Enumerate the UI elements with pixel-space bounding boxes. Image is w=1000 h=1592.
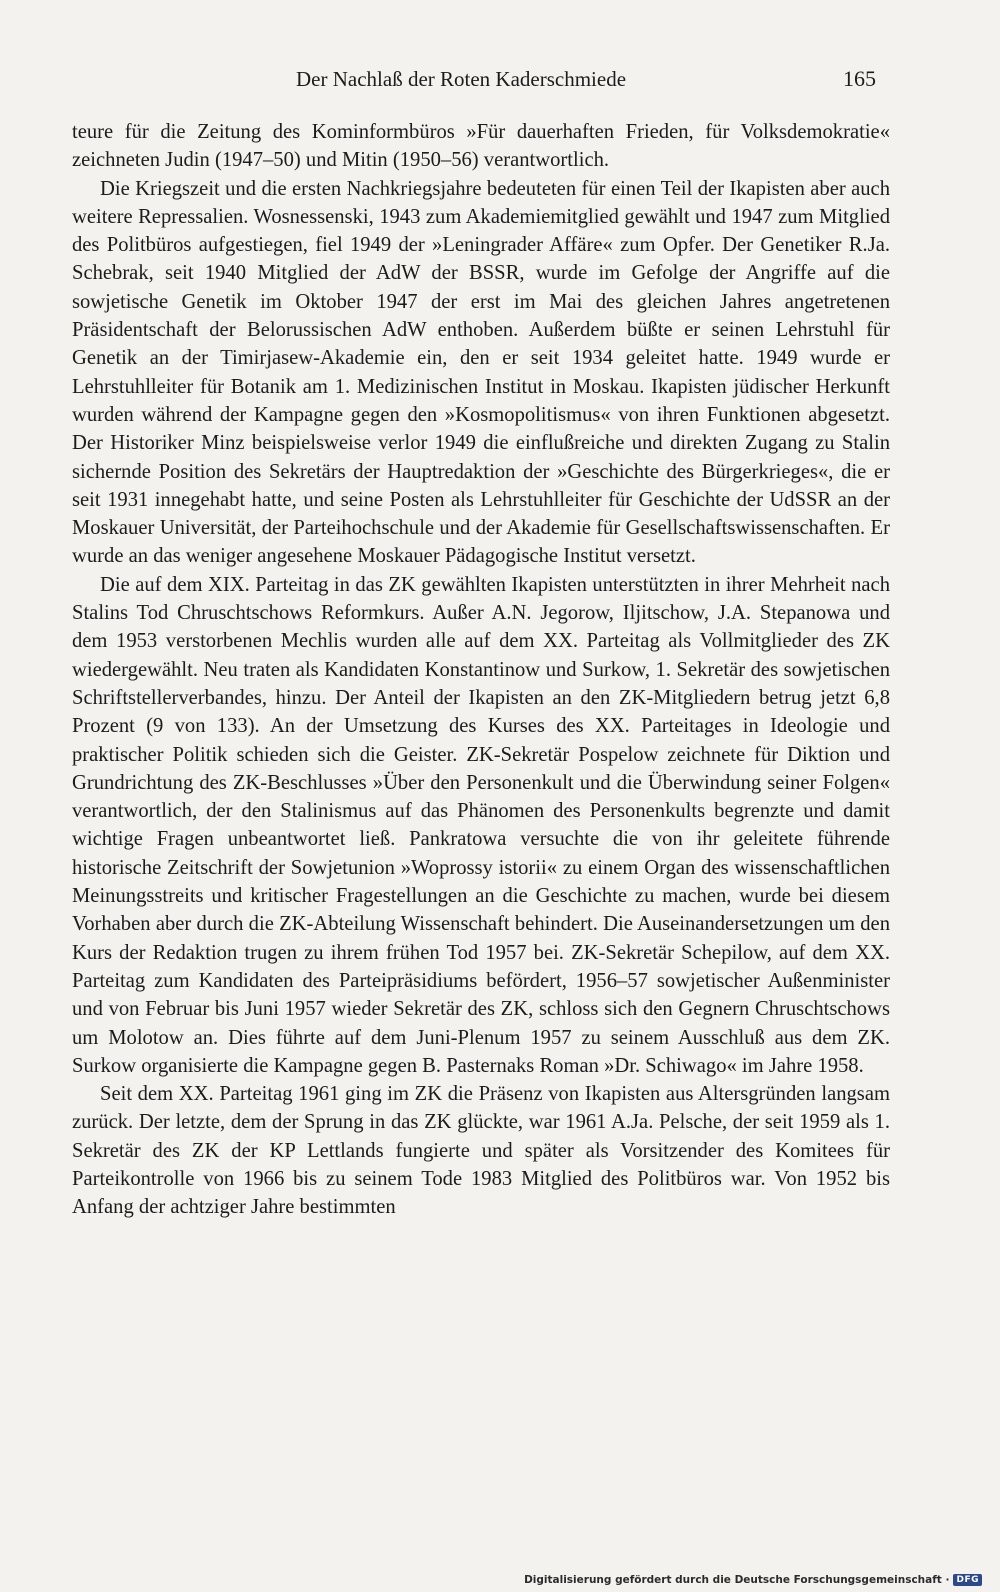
footer-text: Digitalisierung gefördert durch die Deutsche Forschungsgemeinschaft · (524, 1574, 950, 1586)
paragraph-3: Die auf dem XIX. Parteitag in das ZK gewählten Ikapisten unterstützten in ihrer Mehrheit nach Stalins Tod Chruschtschows Reformkurs. Außer A.N. Jegorow, Iljitschow, J.A. Stepanowa und dem 1953 verstorbenen Mechlis wurden alle auf dem XX. Parteitag als Vollmitglieder des ZK wiedergewählt. Neu traten als Kandidaten Konstantinow und Surkow, 1. Sekretär des sowjetischen Schriftstellerverbandes, hinzu. Der Anteil der Ikapisten an den ZK-Mitgliedern betrug jetzt 6,8 Prozent (9 von 133). An der Umsetzung des Kurses des XX. Parteitages in Ideologie und praktischer Politik schieden sich die Geister. ZK-Sekretär Pospelow zeichnete für Diktion und Grundrichtung des ZK-Beschlusses »Über den Personenkult und die Überwindung seiner Folgen« verantwortlich, der den Stalinismus auf das Phänomen des Personenkults begrenzte und damit wichtige Fragen unbeantwortet ließ. Pankratowa versuchte die von ihr geleitete führende historische Zeitschrift der Sowjetunion »Woprossy istorii« zu einem Organ des wissenschaftlichen Meinungsstreits und kritischer Fragestellungen an die Geschichte zu machen, wurde bei diesem Vorhaben aber durch die ZK-Abteilung Wissenschaft behindert. Die Auseinandersetzungen um den Kurs der Redaktion trugen zu ihrem frühen Tod 1957 bei. ZK-Sekretär Schepilow, auf dem XX. Parteitag zum Kandidaten des Parteipräsidiums befördert, 1956–57 sowjetischer Außenminister und von Februar bis Juni 1957 wieder Sekretär des ZK, schloss sich den Gegnern Chruschtschows um Molotow an. Dies führte auf dem Juni-Plenum 1957 zu seinem Ausschluß aus dem ZK. Surkow organisierte die Kampagne gegen B. Pasternaks Roman »Dr. Schiwago« im Jahre 1958. (72, 573, 890, 1077)
page-number: 165 (843, 66, 876, 91)
dfg-logo-icon: DFG (953, 1574, 982, 1586)
running-head (296, 62, 876, 96)
digitization-footer (524, 1574, 982, 1586)
paragraph-2: Die Kriegszeit und die ersten Nachkriegsjahre bedeuteten für einen Teil der Ikapisten aber auch weitere Repressalien. Wosnessenski, 1943 zum Akademiemitglied gewählt und 1947 zum Mitglied des Politbüros aufgestiegen, fiel 1949 der »Leningrader Affäre« zum Opfer. Der Genetiker R.Ja. Schebrak, seit 1940 Mitglied der AdW der BSSR, wurde im Gefolge der Angriffe auf die sowjetische Genetik im Oktober 1947 der erst im Mai des gleichen Jahres angetretenen Präsidentschaft der Belorussischen AdW enthoben. Außerdem büßte er seinen Lehrstuhl für Genetik an der Timirjasew-Akademie ein, den er seit 1934 geleitet hatte. 1949 wurde er Lehrstuhlleiter für Botanik am 1. Medizinischen Institut in Moskau. Ikapisten jüdischer Herkunft wurden während der Kampagne gegen den »Kosmopolitismus« von ihren Funktionen abgesetzt. Der Historiker Minz beispielsweise verlor 1949 die einflußreiche und direkten Zugang zu Stalin sichernde Position des Sekretärs der Hauptredaktion der »Geschichte des Bürgerkrieges«, die er seit 1931 innegehabt hatte, und seine Posten als Lehrstuhlleiter für Geschichte der UdSSR an der Moskauer Universität, der Parteihochschule und der Akademie für Gesellschaftswissenschaften. Er wurde an das weniger angesehene Moskauer Pädagogische Institut versetzt. (72, 177, 890, 568)
body-text (72, 118, 890, 1222)
paragraph-4: Seit dem XX. Parteitag 1961 ging im ZK die Präsenz von Ikapisten aus Altersgründen langsam zurück. Der letzte, dem der Sprung in das ZK glückte, war 1961 A.Ja. Pelsche, der seit 1959 als 1. Sekretär des ZK der KP Lettlands fungierte und später als Vorsitzender des Komitees für Parteikontrolle von 1966 bis zu seinem Tode 1983 Mitglied des Politbüros war. Von 1952 bis Anfang der achtziger Jahre bestimmten (72, 1083, 890, 1219)
paragraph-1: teure für die Zeitung des Kominformbüros »Für dauerhaften Frieden, für Volksdemokratie« zeichneten Judin (1947–50) und Mitin (1950–56) verantwortlich. (72, 121, 890, 172)
running-head-title: Der Nachlaß der Roten Kaderschmiede (296, 67, 627, 91)
